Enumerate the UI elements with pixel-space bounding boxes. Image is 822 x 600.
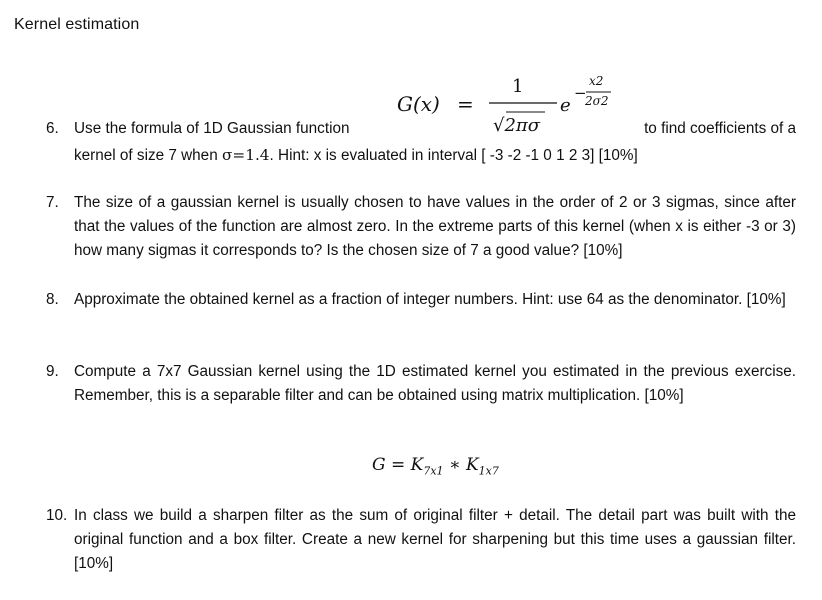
question-8-text: Approximate the obtained kernel as a fraction of integer numbers. Hint: use 64 as the denominator. [10%] — [74, 291, 786, 308]
question-8 — [46, 288, 796, 312]
equation-lhs: G — [372, 455, 386, 475]
formula-numerator: 1 — [512, 76, 524, 97]
question-9-text: Compute a 7x7 Gaussian kernel using the 1D estimated kernel you estimated in the previous exercise. Remember, this is a separable filter and can be obtained using matrix multiplication. [10%] — [74, 363, 796, 404]
question-6-line-2 — [74, 143, 638, 168]
formula-base: e — [560, 95, 571, 116]
exponent-numerator: x2 — [589, 74, 604, 88]
question-6-text-after: to find coefficients of a — [644, 120, 796, 137]
question-9 — [46, 360, 796, 408]
exponent-sign: − — [574, 84, 587, 102]
equation-equals: = — [385, 455, 411, 475]
question-10 — [46, 504, 796, 576]
gaussian-formula — [395, 68, 630, 140]
question-6-text-before: Use the formula of 1D Gaussian function — [74, 120, 350, 137]
exponent-denominator: 2σ2 — [585, 94, 609, 108]
question-9-number: 9. — [46, 363, 59, 380]
question-8-number: 8. — [46, 291, 59, 308]
question-6-sigma: σ=1.4 — [221, 146, 270, 164]
equation-k1-subscript: 7x1 — [423, 464, 444, 478]
question-6-number: 6. — [46, 120, 59, 137]
formula-denominator: √2πσ — [493, 115, 541, 136]
question-7-text: The size of a gaussian kernel is usually chosen to have values in the order of 2 or 3 sigmas, since after that the values of the function are almost zero. In the extreme parts of this kernel (when x is either -3 or 3) how many sigmas it corresponds to? Is the chosen size of 7 a good value? [10%] — [74, 194, 796, 259]
question-10-text: In class we build a sharpen filter as the sum of original filter + detail. The detail part was built with the original function and a box filter. Create a new kernel for sharpening but this time uses a gaussian filter. [10%] — [74, 507, 796, 572]
question-7-number: 7. — [46, 194, 59, 211]
formula-lhs: G(x) — [397, 92, 440, 116]
question-6-line-2-a: kernel of size 7 when — [74, 147, 222, 164]
equation-k1: K — [410, 455, 424, 475]
equation-k2-subscript: 1x7 — [478, 464, 499, 478]
question-6-line-2-b: . Hint: x is evaluated in interval [ -3 -2 -1 0 1 2 3] [10%] — [269, 147, 638, 164]
equation-k2: K — [465, 455, 479, 475]
separable-equation — [372, 455, 499, 477]
formula-equals: = — [457, 92, 474, 116]
question-7 — [46, 191, 796, 263]
question-10-number: 10. — [46, 507, 68, 524]
equation-times: ∗ — [443, 455, 466, 475]
section-title: Kernel estimation — [14, 16, 140, 33]
